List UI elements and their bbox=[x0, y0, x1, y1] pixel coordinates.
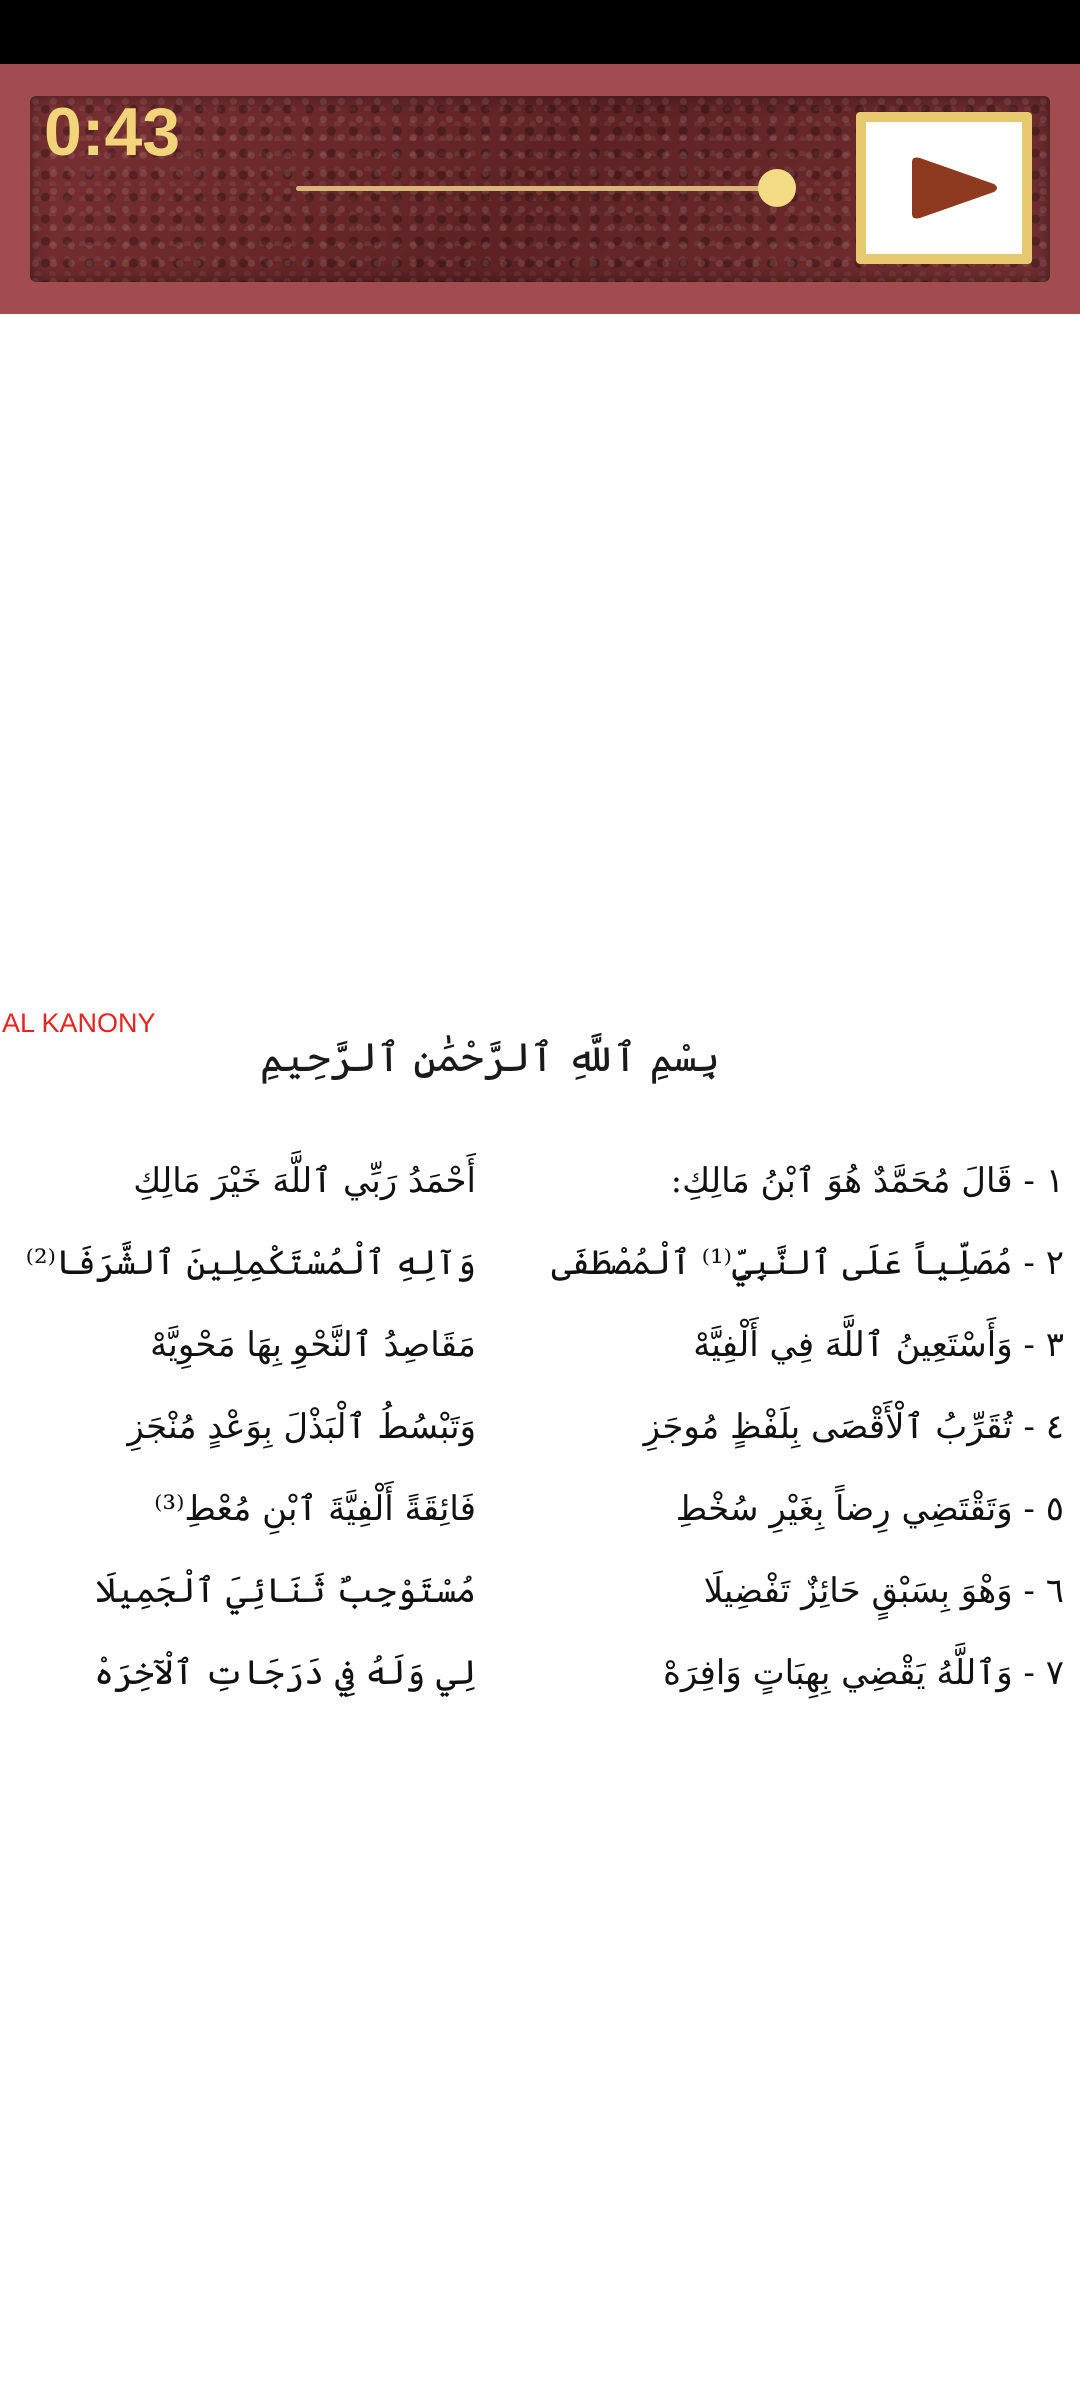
elapsed-time: 0:43 bbox=[44, 94, 181, 170]
verse-2-second-hemistich: وَآلِهِ ٱلْمُسْتَكْمِلِينَ ٱلشَّرَفَا⁽²⁾ bbox=[25, 1243, 476, 1283]
seek-bar[interactable] bbox=[296, 186, 776, 191]
verse-7-second-hemistich: لِي وَلَهُ فِي دَرَجَاتِ ٱلْآخِرَهْ bbox=[94, 1653, 476, 1693]
seek-progress bbox=[296, 186, 762, 191]
play-icon bbox=[908, 156, 1000, 220]
verse-5-second-hemistich: فَائِقَةً أَلْفِيَّةَ ٱبْنِ مُعْطِ⁽³⁾ bbox=[154, 1489, 476, 1529]
verse-5-first-hemistich: ٥ - وَتَقْتَضِي رِضاً بِغَيْرِ سُخْطِ bbox=[675, 1489, 1064, 1529]
verse-row-6 bbox=[0, 1550, 1080, 1632]
verse-3-first-hemistich: ٣ - وَأَسْتَعِينُ ٱللَّهَ فِي أَلْفِيَّهْ bbox=[693, 1325, 1064, 1365]
watermark-label: AL KANONY bbox=[2, 1008, 156, 1038]
verse-1-first-hemistich: ١ - قَالَ مُحَمَّدٌ هُوَ ٱبْنُ مَالِكِ: bbox=[670, 1161, 1064, 1201]
basmala-heading: بِسْمِ ٱللَّهِ ٱلرَّحْمَٰنِ ٱلرَّحِيمِ bbox=[259, 1035, 720, 1081]
verse-list bbox=[0, 1140, 1080, 1714]
play-button[interactable] bbox=[856, 112, 1032, 264]
verse-2-first-hemistich: ٢ - مُصَلِّياً عَلَى ٱلنَّبِيِّ⁽¹⁾ ٱلْمُصْطَفَى bbox=[551, 1243, 1064, 1283]
verse-row-4 bbox=[0, 1386, 1080, 1468]
seek-thumb[interactable] bbox=[758, 169, 796, 207]
verse-6-first-hemistich: ٦ - وَهْوَ بِسَبْقٍ حَائِزٌ تَفْضِيلَا bbox=[703, 1571, 1064, 1611]
verse-row-2 bbox=[0, 1222, 1080, 1304]
verse-1-second-hemistich: أَحْمَدُ رَبِّي ٱللَّهَ خَيْرَ مَالِكِ bbox=[133, 1161, 476, 1201]
verse-6-second-hemistich: مُسْتَوْجِبٌ ثَنَائِيَ ٱلْجَمِيلَا bbox=[95, 1571, 476, 1611]
verse-4-first-hemistich: ٤ - تُقَرِّبُ ٱلْأَقْصَى بِلَفْظٍ مُوجَزِ bbox=[643, 1407, 1064, 1447]
verse-row-7 bbox=[0, 1632, 1080, 1714]
verse-3-second-hemistich: مَقَاصِدُ ٱلنَّحْوِ بِهَا مَحْوِيَّهْ bbox=[150, 1325, 476, 1365]
verse-row-3 bbox=[0, 1304, 1080, 1386]
verse-row-1 bbox=[0, 1140, 1080, 1222]
status-bar bbox=[0, 0, 1080, 64]
verse-4-second-hemistich: وَتَبْسُطُ ٱلْبَذْلَ بِوَعْدٍ مُنْجَزِ bbox=[127, 1407, 476, 1447]
verse-row-5 bbox=[0, 1468, 1080, 1550]
verse-7-first-hemistich: ٧ - وَٱللَّهُ يَقْضِي بِهِبَاتٍ وَافِرَهْ bbox=[663, 1653, 1064, 1693]
